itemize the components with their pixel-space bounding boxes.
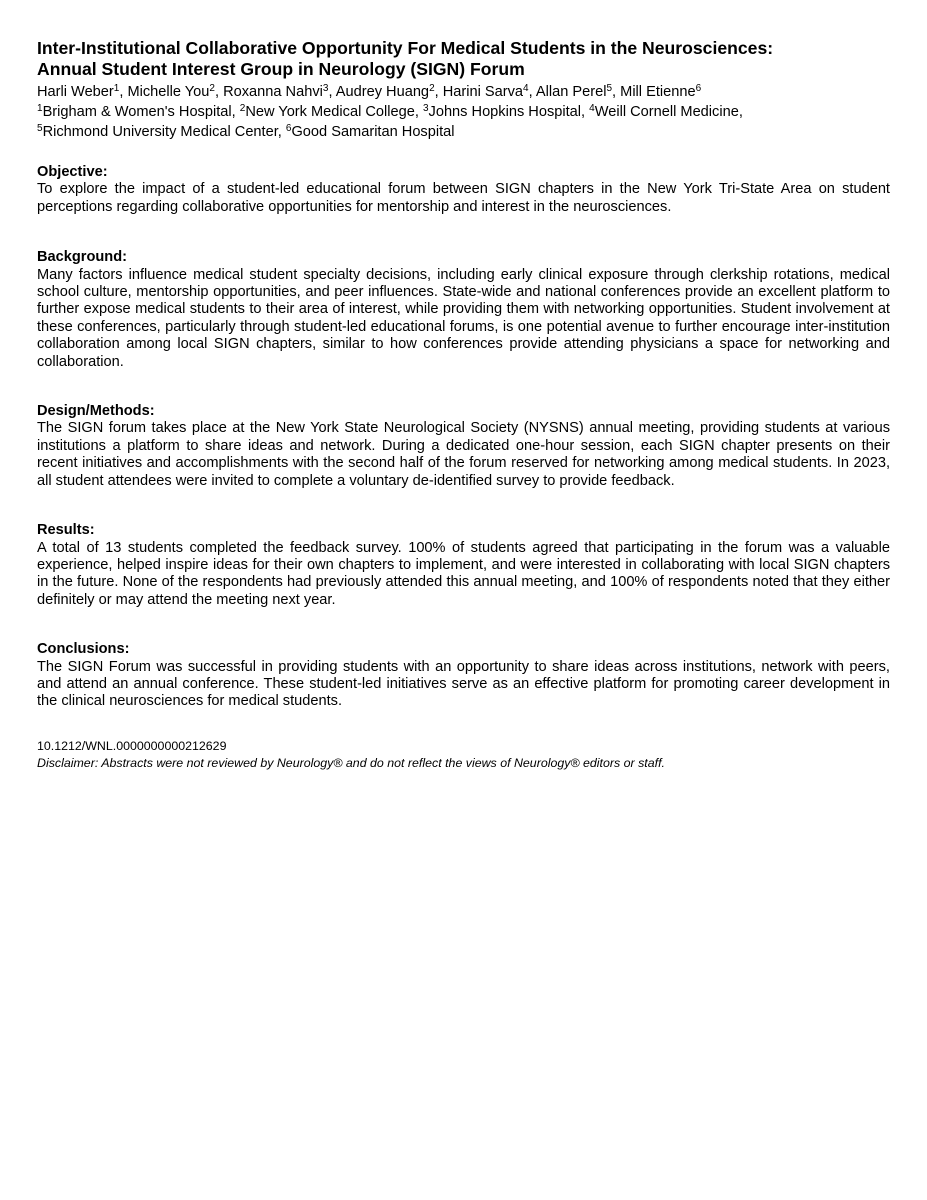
doi-identifier: 10.1212/WNL.0000000000212629 — [37, 738, 227, 753]
section-body: To explore the impact of a student-led educational forum between SIGN chapters in the New York Tri-State Area on student perceptions regarding collaborative opportunities for mentorship and interest in the neurosciences. — [37, 181, 890, 215]
methods-section — [37, 403, 890, 490]
affiliation: $^4$Weill Cornell Medicine, — [589, 103, 743, 120]
section-heading: Objective: — [37, 164, 108, 180]
section-body: The SIGN Forum was successful in providing students with an opportunity to share ideas across institutions, network with peers, and attend an annual conference. These student-led initiatives serve as an effective platform for promoting career development in the clinical neurosciences for medical students. — [37, 658, 890, 710]
background-section — [37, 249, 890, 371]
affiliation: $^2$New York Medical College, — [239, 103, 423, 120]
affiliation: $^6$Good Samaritan Hospital — [285, 123, 455, 140]
author-list — [37, 82, 890, 102]
objective-section — [37, 164, 890, 216]
section-heading: Results: — [37, 522, 95, 539]
section-body: A total of 13 students completed the feedback survey. 100% of students agreed that participating in the forum was a valuable experience, helped inspire ideas for their own chapters to implement, and were interested in collaborating with local SIGN chapters in the future. None of the respondents had previously attended this annual meeting, and 100% of respondents noted that they either definitely or may attend the meeting next year. — [37, 539, 890, 608]
author: Allan Perel$^5$, — [535, 83, 621, 100]
affiliation-list — [37, 102, 890, 142]
affiliation: $^5$Richmond University Medical Center, — [37, 123, 286, 140]
section-heading: Background: — [37, 249, 127, 266]
results-section — [37, 522, 890, 609]
author: Harini Sarva$^4$, — [442, 83, 536, 100]
author: Mill Etienne$^6$ — [620, 83, 702, 100]
disclaimer-text: Disclaimer: Abstracts were not reviewed by Neurology® and do not reflect the views of Neurology® editors or staff. — [37, 755, 665, 770]
section-body: Many factors influence medical student specialty decisions, including early clinical exposure through clerkship rotations, medical school culture, mentorship opportunities, and peer influences. State-wide and national conferences provide an excellent platform to further expose medical students to their area of interest, while providing them with networking opportunities. Student involvement at these conferences, particularly through student-led educational forums, is one potential avenue to further encourage inter-institution collaboration among local SIGN chapters, similar to how conferences provide attending physicians a space for networking and collaboration. — [37, 266, 890, 370]
author: Audrey Huang$^2$, — [335, 83, 443, 100]
section-body: The SIGN forum takes place at the New York State Neurological Society (NYSNS) annual meeting, providing students at various institutions a platform to share ideas and network. During a dedicated one-hour session, each SIGN chapter presents on their recent initiatives and accomplishments with the second half of the forum reserved for networking among medical students. In 2023, all student attendees were invited to complete a voluntary de-identified survey to provide feedback. — [37, 420, 890, 489]
section-heading: Conclusions: — [37, 641, 130, 658]
author: Michelle You$^2$, — [127, 83, 224, 100]
title-line-1: Inter-Institutional Collaborative Opportunity For Medical Students in the Neurosciences: — [37, 38, 774, 58]
author: Harli Weber$^1$, — [37, 83, 128, 100]
conclusions-section — [37, 641, 890, 711]
author: Roxanna Nahvi$^3$, — [223, 83, 336, 100]
abstract-page — [37, 38, 890, 772]
affiliation: $^3$Johns Hopkins Hospital, — [422, 103, 590, 120]
affiliation: $^1$Brigham & Women's Hospital, — [37, 103, 240, 120]
title-line-2: Annual Student Interest Group in Neurology (SIGN) Forum — [37, 59, 525, 79]
abstract-title — [37, 38, 890, 80]
section-heading: Design/Methods: — [37, 403, 155, 420]
